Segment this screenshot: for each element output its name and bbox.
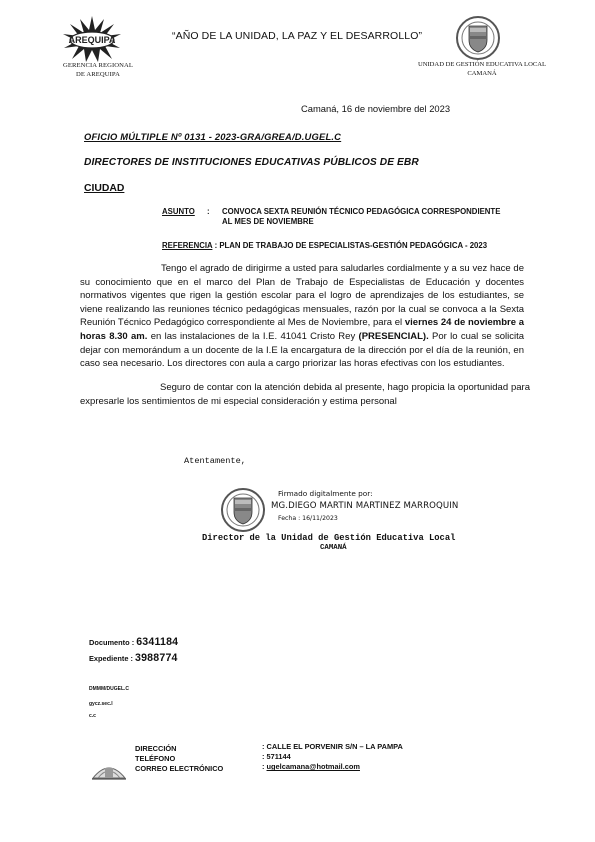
svg-text:AREQUIPA: AREQUIPA — [68, 35, 116, 45]
subject-line: CONVOCA SEXTA REUNIÓN TÉCNICO PEDAGÓGICA CORRESPONDIENTE — [222, 207, 501, 216]
greeting: Atentamente, — [184, 456, 246, 466]
body-paragraph — [80, 262, 524, 371]
signer-title: Director de la Unidad de Gestión Educativa Local — [202, 533, 456, 543]
email-row — [262, 762, 403, 772]
document-label: Documento : — [89, 638, 137, 647]
signature-label: Firmado digitalmente por: — [278, 489, 373, 498]
meeting-datetime: viernes 24 de noviembre a horas 8.30 am. — [80, 317, 525, 342]
year-motto: “AÑO DE LA UNIDAD, LA PAZ Y EL DESARROLLO” — [172, 30, 423, 42]
subject-value — [222, 207, 542, 227]
email-link[interactable]: ugelcamana@hotmail.com — [266, 762, 360, 772]
initials-line: c.c — [89, 713, 96, 719]
right-org-name — [414, 60, 550, 78]
address-value: : CALLE EL PORVENIR S/N – LA PAMPA — [262, 742, 403, 751]
expediente-label: Expediente : — [89, 654, 135, 663]
expediente-number — [89, 652, 178, 664]
address-label: DIRECCIÓN — [135, 744, 177, 753]
initials-line: gycz.sec.l — [89, 701, 113, 707]
document-value: 6341184 — [136, 636, 179, 648]
signer-city: CAMANÁ — [320, 544, 347, 552]
initials-line: DMMM/DUGEL.C — [89, 686, 129, 692]
document-number — [89, 636, 178, 648]
signature-date: Fecha : 16/11/2023 — [278, 515, 338, 522]
meeting-mode: (PRESENCIAL). — [358, 330, 429, 342]
footer-crest-logo-icon — [90, 756, 128, 782]
reference-label: REFERENCIA — [162, 241, 213, 250]
right-org-line: UNIDAD DE GESTIÓN EDUCATIVA LOCAL — [417, 61, 547, 68]
ugel-shield-seal-icon — [455, 14, 501, 62]
place-date: Camaná, 16 de noviembre del 2023 — [301, 103, 451, 114]
city: CIUDAD — [84, 183, 125, 194]
reference-value: : PLAN DE TRABAJO DE ESPECIALISTAS-GESTIÓN PEDAGÓGICA - 2023 — [212, 241, 488, 250]
body-text: en las instalaciones de la I.E. 41041 Cristo Rey — [147, 330, 359, 342]
body-text: Tengo el agrado de dirigirme a usted para saludarles cordialmente y a su vez hace de su conocimiento que en el marco del Plan de Trabajo de Especialistas de Educación y docentes normativos vigentes que rigen la gestión escolar para el logro de aprendizajes de los estudiantes, se viene realizando las reuniones técnico pedagógicas mensuales, razón por la cual se convoca a la Sexta Reunión Técnico Pedagógico correspondiente al Mes de Noviembre, para el — [80, 263, 524, 329]
left-org-name — [55, 61, 141, 79]
recipients: DIRECTORES DE INSTITUCIONES EDUCATIVAS PÚBLICOS DE EBR — [84, 157, 419, 168]
expediente-value: 3988774 — [135, 652, 178, 664]
oficio-number: OFICIO MÚLTIPLE Nº 0131 - 2023-GRA/GREA/D.UGEL.C — [84, 131, 342, 142]
arequipa-sun-logo-icon — [60, 14, 124, 64]
left-org-line: DE AREQUIPA — [76, 71, 120, 78]
right-org-line: CAMANÁ — [467, 70, 497, 77]
reference — [162, 241, 487, 250]
left-org-line: GERENCIA REGIONAL — [62, 62, 133, 69]
subject-label: ASUNTO — [162, 207, 195, 216]
closing-text: Seguro de contar con la atención debida al presente, hago propicia la oportunidad para expresarle los sentimientos de mi especial consideración y estima personal — [80, 382, 530, 407]
phone-label: TELÉFONO — [135, 754, 176, 764]
subject-colon: : — [207, 207, 210, 216]
phone-value: : 571144 — [262, 752, 291, 762]
email-prefix: : — [262, 762, 267, 772]
body-text: Por lo cual se solicita dejar con memorándum a un docente de la I.E la encargatura de la dirección por el día de la reunión, en caso sea necesario. Los directores con aula a cargo priorizar las horas efectivas con los estudiantes. — [80, 330, 524, 370]
email-label: CORREO ELECTRÓNICO — [135, 764, 224, 774]
contact-values — [262, 742, 403, 773]
contact-labels — [135, 744, 223, 775]
signer-name: MG.DIEGO MARTIN MARTINEZ MARROQUIN — [271, 501, 459, 511]
signature-seal-icon — [220, 486, 266, 534]
subject-line: AL MES DE NOVIEMBRE — [222, 217, 314, 226]
closing-paragraph — [80, 381, 530, 408]
